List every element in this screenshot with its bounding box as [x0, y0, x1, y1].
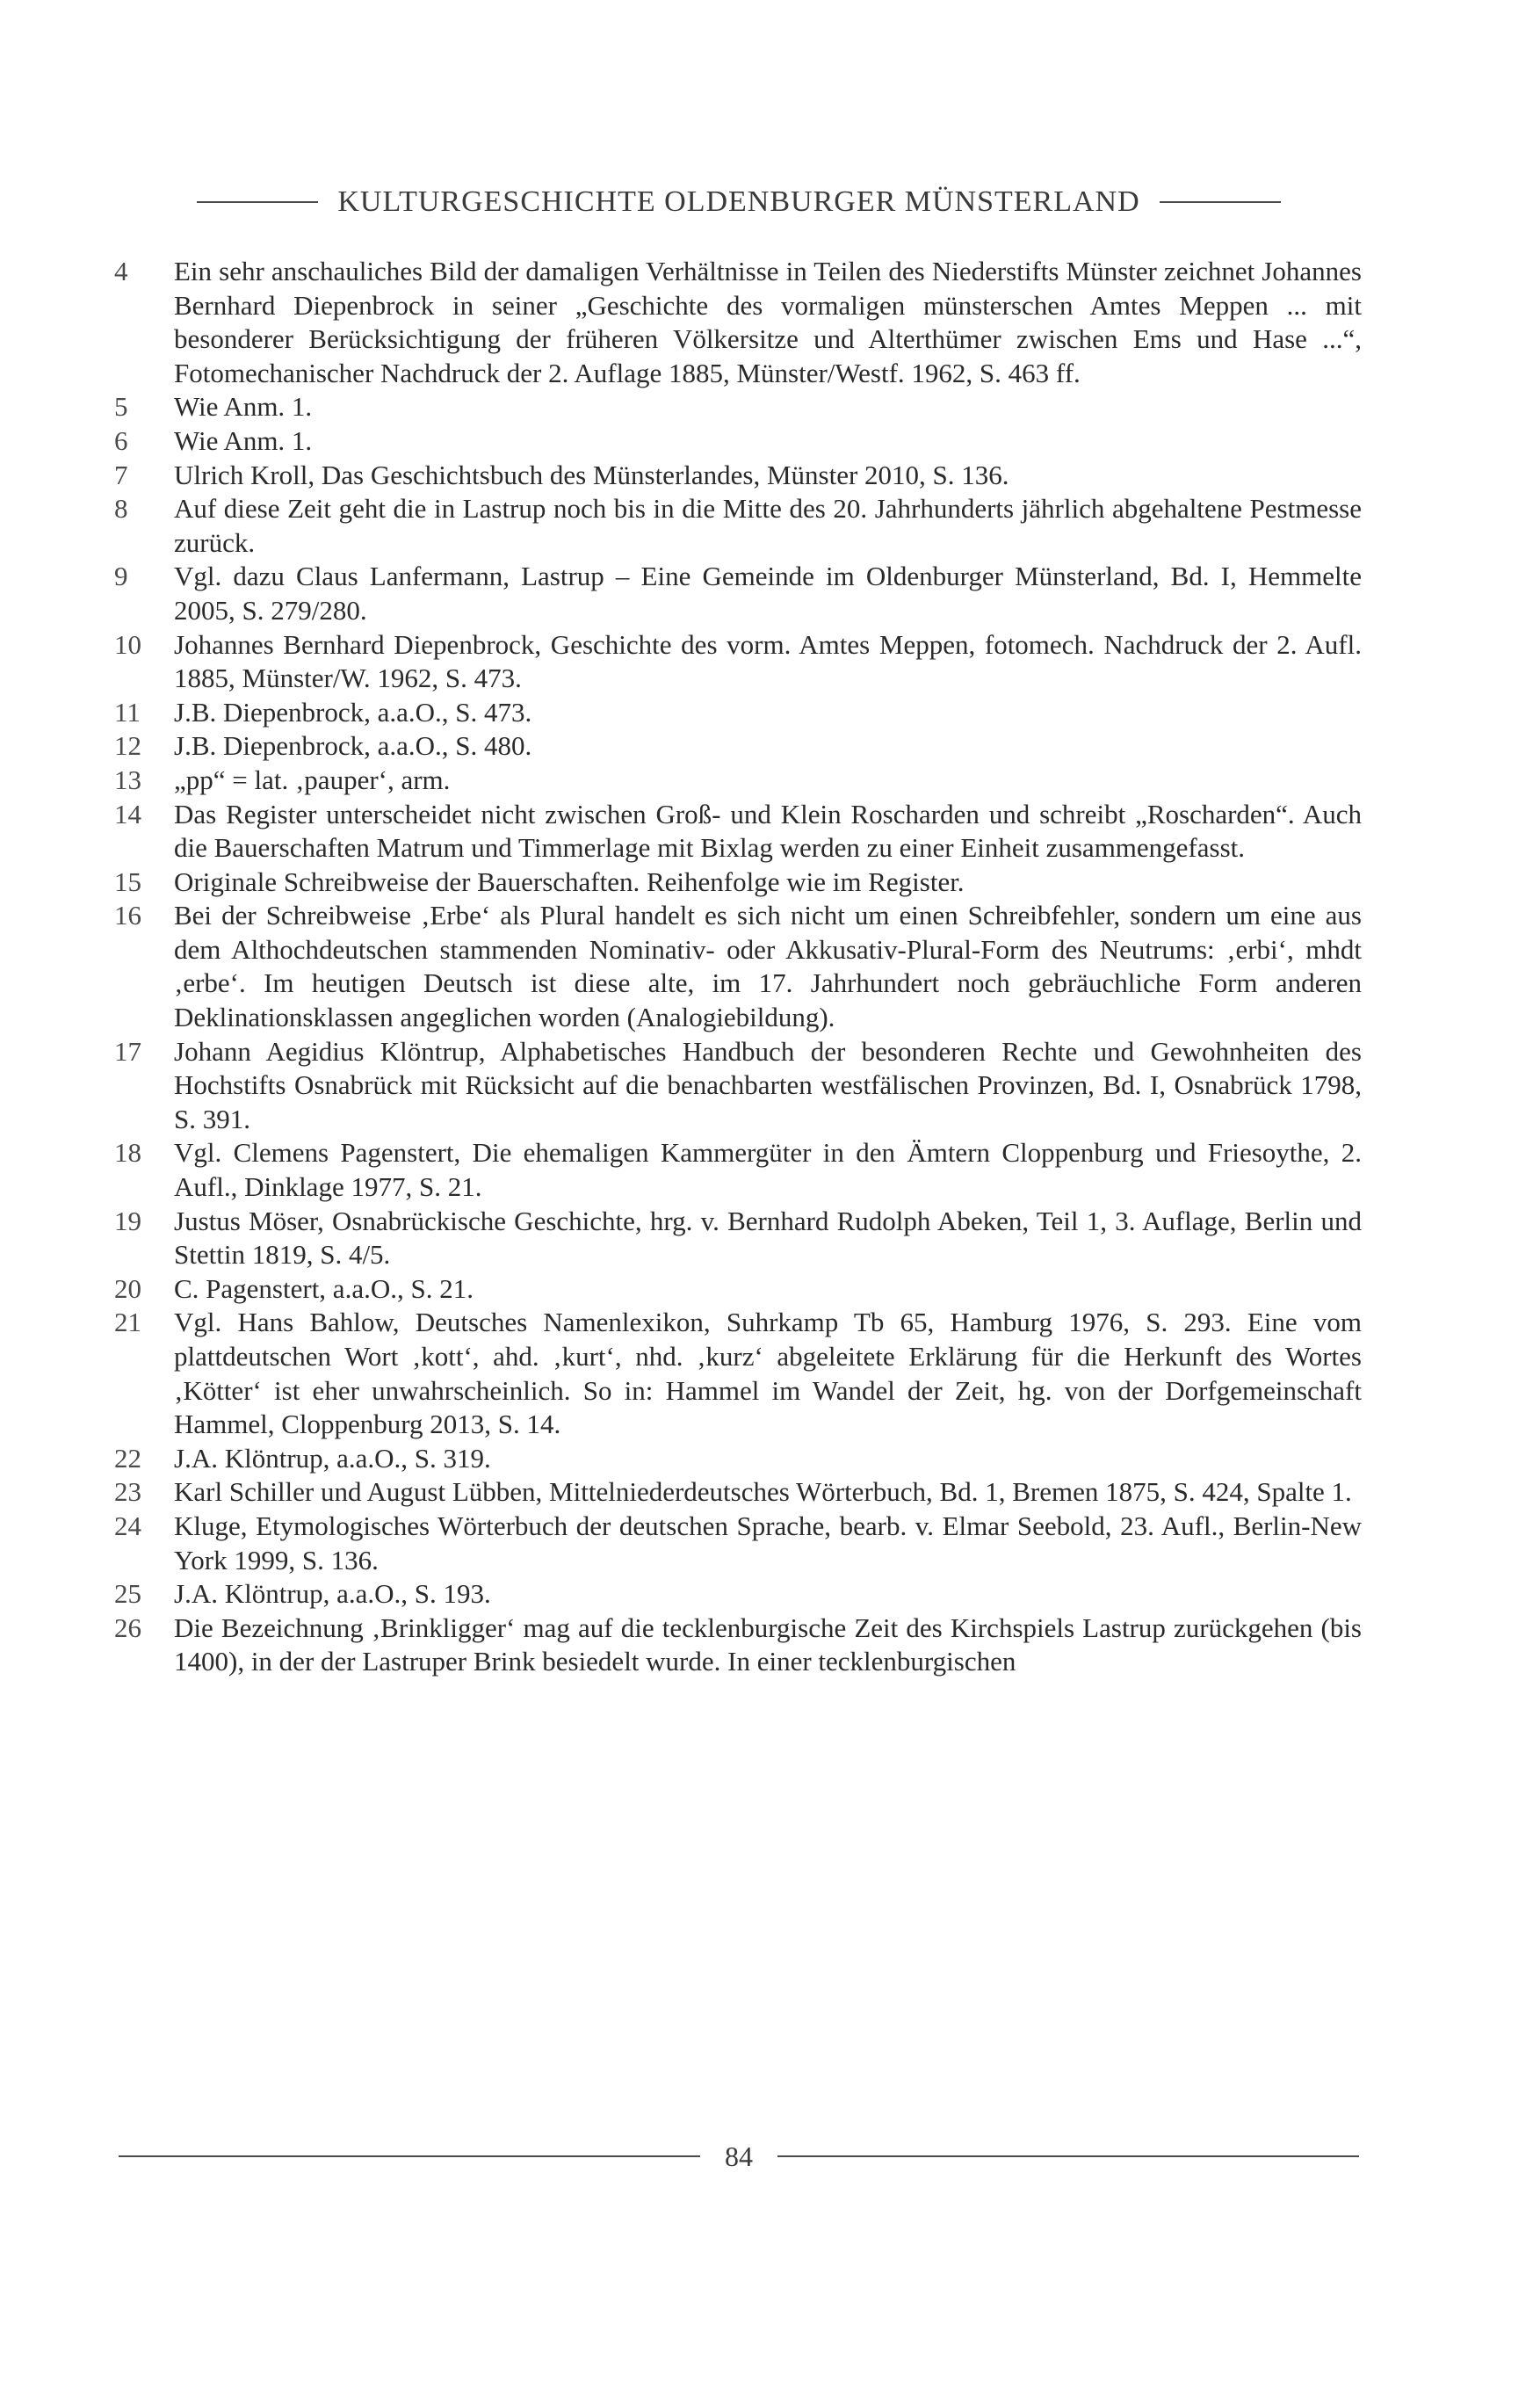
footnote-number: 16 [114, 900, 141, 931]
footnote [114, 424, 1362, 459]
footnote-text: Das Register unterscheidet nicht zwischen Groß- und Klein Roscharden und schreibt „Roscharden“. Auch die Bauerschaften Matrum und Timmerlage mit Bixlag werden zu einer Einheit zusammengefasst. [174, 798, 1362, 864]
footnote-text: Wie Anm. 1. [174, 424, 313, 456]
footnote-number: 18 [114, 1137, 141, 1169]
footnote-number: 19 [114, 1205, 141, 1236]
footnote [114, 1612, 1362, 1679]
footnote [114, 255, 1362, 390]
footnote-text: Vgl. dazu Claus Lanfermann, Lastrup – Eine Gemeinde im Oldenburger Münsterland, Bd. I, Hemmelte 2005, S. 279/280. [174, 561, 1362, 626]
footnote [114, 1577, 1362, 1612]
running-header-title: KULTURGESCHICHTE OLDENBURGER MÜNSTERLAND [337, 185, 1140, 218]
footnote-text: Ulrich Kroll, Das Geschichtsbuch des Münsterlandes, Münster 2010, S. 136. [174, 459, 1009, 490]
footnote [114, 764, 1362, 798]
footnote-number: 26 [114, 1612, 141, 1643]
footnote-number: 7 [114, 459, 128, 490]
footer-rule-right [777, 2155, 1359, 2157]
footnote [114, 798, 1362, 866]
footnote-text: „pp“ = lat. ‚pauper‘, arm. [174, 764, 451, 795]
footnote [114, 459, 1362, 493]
footnote [114, 1205, 1362, 1272]
footnote [114, 1035, 1362, 1137]
footnote [114, 899, 1362, 1034]
footnote [114, 1272, 1362, 1307]
footnote-number: 21 [114, 1307, 141, 1338]
footnote-number: 24 [114, 1510, 141, 1541]
footnote-number: 10 [114, 628, 141, 660]
footnote-number: 23 [114, 1476, 141, 1508]
footnote [114, 866, 1362, 900]
footnote-number: 8 [114, 493, 128, 525]
footnote-text: Auf diese Zeit geht die in Lastrup noch bis in die Mitte des 20. Jahrhunderts jährlich abgehaltene Pestmesse zurück. [174, 493, 1362, 558]
footnote-number: 12 [114, 730, 141, 762]
footnote [114, 1442, 1362, 1476]
footnote-text: Vgl. Clemens Pagenstert, Die ehemaligen Kammergüter in den Ämtern Cloppenburg und Friesoythe, 2. Aufl., Dinklage 1977, S. 21. [174, 1137, 1362, 1203]
footnote-number: 14 [114, 798, 141, 829]
footnote [114, 560, 1362, 627]
footnote-text: Kluge, Etymologisches Wörterbuch der deutschen Sprache, bearb. v. Elmar Seebold, 23. Aufl., Berlin-New York 1999, S. 136. [174, 1510, 1362, 1575]
footnote-text: J.A. Klöntrup, a.a.O., S. 193. [174, 1578, 491, 1610]
footnote-text: J.B. Diepenbrock, a.a.O., S. 473. [174, 696, 532, 728]
footnote-number: 25 [114, 1578, 141, 1610]
footnote [114, 628, 1362, 696]
footnote-number: 5 [114, 391, 128, 423]
footnote-text: Bei der Schreibweise ‚Erbe‘ als Plural handelt es sich nicht um einen Schreibfehler, sondern um eine aus dem Althochdeutschen stammenden Nominativ- oder Akkusativ-Plural-Form des Neutrums: ‚erbi‘, mhdt ‚erbe‘. Im heutigen Deutsch ist diese alte, im 17. Jahrhundert noch gebräuchliche Form anderen Deklinationsklassen angeglichen worden (Analogiebildung). [174, 900, 1362, 1033]
footnote-number: 9 [114, 561, 128, 592]
footnote-text: J.A. Klöntrup, a.a.O., S. 319. [174, 1442, 491, 1474]
footnote-text: Johann Aegidius Klöntrup, Alphabetisches Handbuch der besonderen Rechte und Gewohnheiten des Hochstifts Osnabrück mit Rücksicht auf die benachbarten westfälischen Provinzen, Bd. I, Osnabrück 1798, S. 391. [174, 1035, 1362, 1134]
header-rule-left [197, 201, 318, 203]
footnotes-list [114, 255, 1362, 1679]
footnote [114, 390, 1362, 424]
footnote-number: 13 [114, 764, 141, 795]
footnote [114, 492, 1362, 560]
footer-rule-left [119, 2155, 700, 2157]
footnote [114, 729, 1362, 764]
footnote [114, 1136, 1362, 1204]
footnote-text: Justus Möser, Osnabrückische Geschichte, hrg. v. Bernhard Rudolph Abeken, Teil 1, 3. Auflage, Berlin und Stettin 1819, S. 4/5. [174, 1205, 1362, 1271]
footnote-number: 11 [114, 696, 141, 728]
footnote-text: Vgl. Hans Bahlow, Deutsches Namenlexikon, Suhrkamp Tb 65, Hamburg 1976, S. 293. Eine vom plattdeutschen Wort ‚kott‘, ahd. ‚kurt‘, nhd. ‚kurz‘ abgeleitete Erklärung für die Herkunft des Wortes ‚Kötter‘ ist eher unwahrscheinlich. So in: Hammel im Wandel der Zeit, hg. von der Dorfgemeinschaft Hammel, Cloppenburg 2013, S. 14. [174, 1307, 1362, 1440]
footnote [114, 1475, 1362, 1510]
footnote-number: 22 [114, 1442, 141, 1474]
page-number: 84 [725, 2140, 753, 2172]
footnote [114, 696, 1362, 730]
footnote-number: 20 [114, 1272, 141, 1304]
footnote-number: 6 [114, 424, 128, 456]
footnote-text: Die Bezeichnung ‚Brinkligger‘ mag auf die tecklenburgische Zeit des Kirchspiels Lastrup zurückgehen (bis 1400), in der der Lastruper Brink besiedelt wurde. In einer tecklenburgischen [174, 1612, 1362, 1677]
footnote-text: C. Pagenstert, a.a.O., S. 21. [174, 1272, 474, 1304]
header-rule-right [1160, 201, 1281, 203]
footnote-number: 4 [114, 256, 128, 286]
running-header [119, 183, 1359, 221]
page-footer [119, 2137, 1359, 2176]
footnote-number: 15 [114, 866, 141, 897]
footnote-text: Ein sehr anschauliches Bild der damaligen Verhältnisse in Teilen des Niederstifts Münster zeichnet Johannes Bernhard Diepenbrock in seiner „Geschichte des vormaligen münsterschen Amtes Meppen ... mit besonderer Berücksichtigung der früheren Völkersitze und Alterthümer zwischen Ems und Hase ...“, Fotomechanischer Nachdruck der 2. Auflage 1885, Münster/Westf. 1962, S. 463 ff. [174, 256, 1362, 388]
footnote-text: Johannes Bernhard Diepenbrock, Geschichte des vorm. Amtes Meppen, fotomech. Nachdruck der 2. Aufl. 1885, Münster/W. 1962, S. 473. [174, 628, 1362, 694]
footnote-number: 17 [114, 1035, 141, 1067]
footnote [114, 1510, 1362, 1577]
footnote-text: Wie Anm. 1. [174, 391, 313, 423]
footnote-text: Originale Schreibweise der Bauerschaften. Reihenfolge wie im Register. [174, 866, 965, 897]
footnote [114, 1306, 1362, 1441]
footnote-text: Karl Schiller und August Lübben, Mittelniederdeutsches Wörterbuch, Bd. 1, Bremen 1875, S. 424, Spalte 1. [174, 1476, 1352, 1508]
footnote-text: J.B. Diepenbrock, a.a.O., S. 480. [174, 730, 532, 762]
